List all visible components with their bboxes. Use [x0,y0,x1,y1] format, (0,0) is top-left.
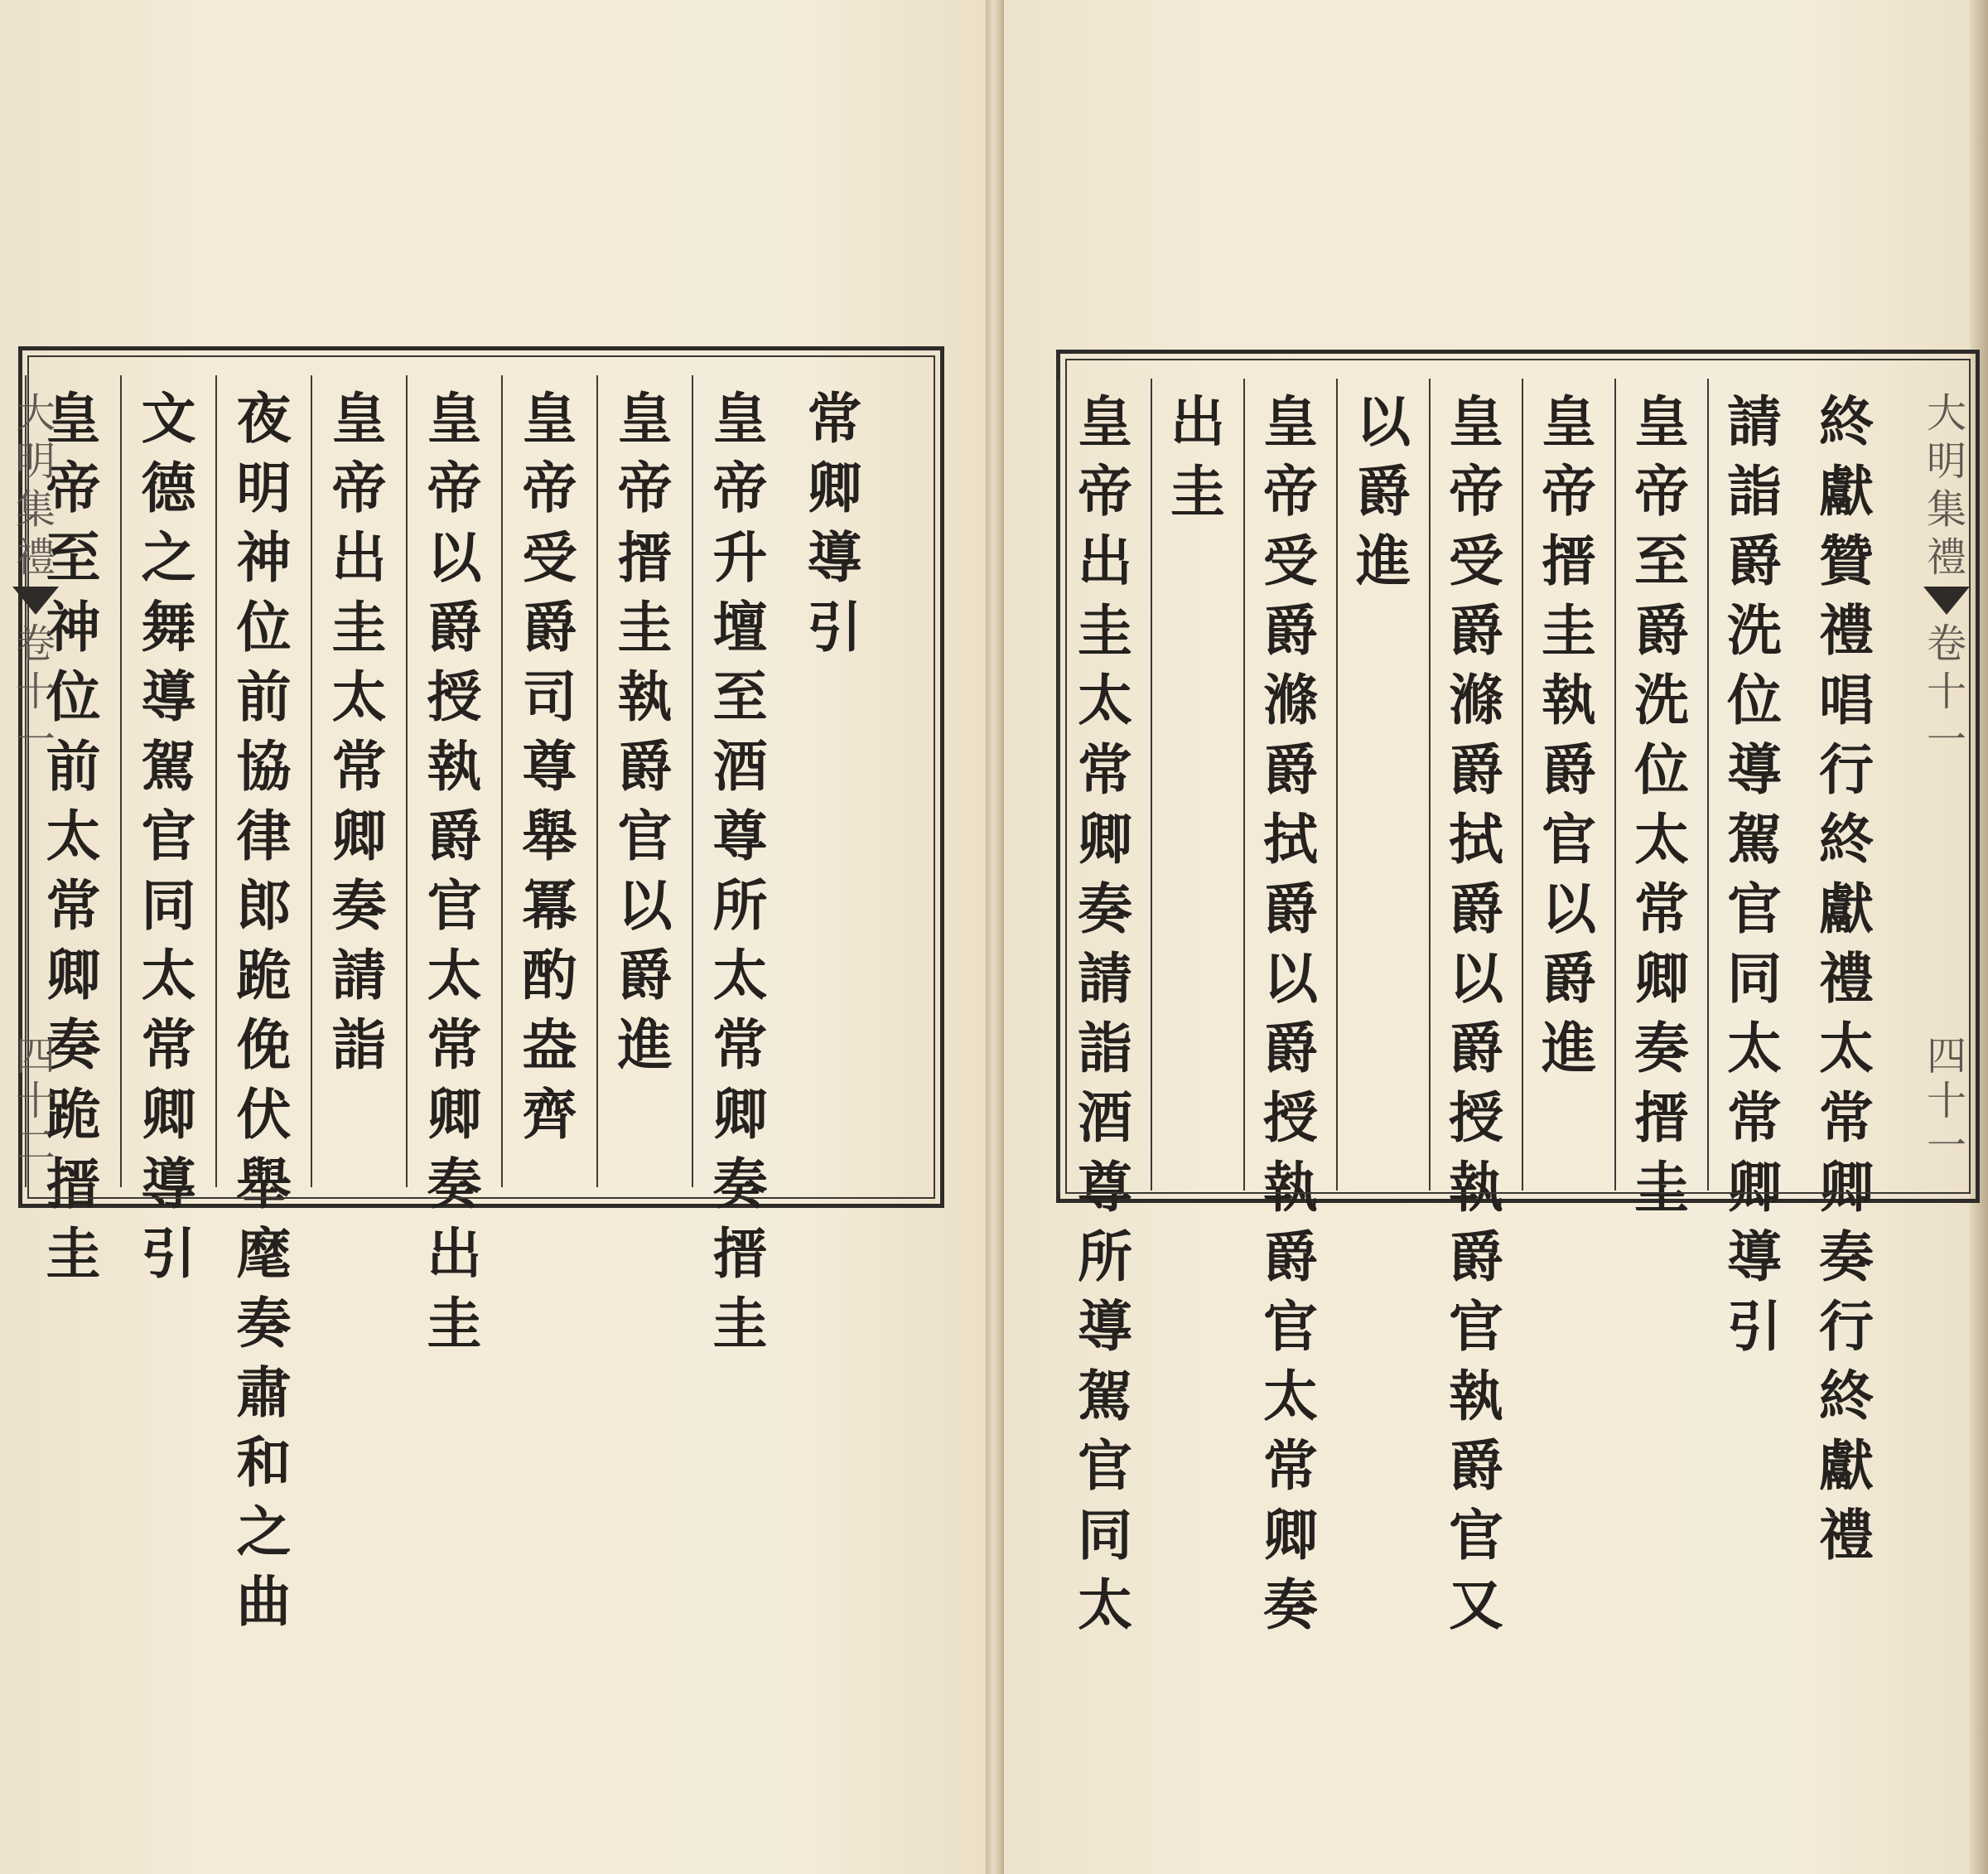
glyph: 帝 [1542,459,1596,524]
glyph: 太 [1263,1364,1318,1428]
glyph: 出 [427,1221,482,1286]
glyph: 出 [1078,529,1132,593]
glyph: 爵 [1542,737,1596,802]
glyph: 洗 [1634,668,1689,732]
glyph: 引 [807,595,862,659]
text-column [596,375,692,1187]
glyph: 之 [141,525,196,590]
glyph: 爵 [1263,1224,1318,1289]
glyph: 圭 [1078,598,1132,663]
glyph: 常 [141,1012,196,1077]
column-text [217,375,311,1636]
banxin-glyph: 明 [15,438,55,485]
right-banxin-page [1927,1034,1966,1168]
glyph: 位 [46,664,101,729]
column-text [1523,379,1614,1083]
glyph: 駕 [1727,807,1782,872]
glyph: 執 [1542,668,1596,732]
glyph: 尊 [522,734,577,799]
banxin-glyph: 一 [1926,1123,1966,1169]
left-banxin-juan [16,620,55,764]
text-column [501,375,596,1187]
glyph: 搢 [46,1152,101,1216]
text-column [1336,379,1429,1191]
glyph: 之 [236,1500,292,1564]
glyph: 奏 [712,1152,768,1216]
glyph: 拭 [1263,807,1318,872]
glyph: 奏 [236,1291,292,1355]
glyph: 禮 [1819,946,1874,1011]
glyph: 導 [807,525,862,590]
glyph: 同 [1078,1503,1132,1567]
left-banxin-title [16,389,55,582]
glyph: 帝 [1263,459,1318,524]
column-text [787,375,882,662]
glyph: 卿 [331,804,387,868]
banxin-glyph: 禮 [15,534,55,581]
text-column [1058,379,1151,1637]
glyph: 又 [1449,1572,1503,1637]
glyph: 贊 [1819,529,1874,593]
glyph: 太 [1819,1016,1874,1080]
text-column [406,375,501,1355]
glyph: 詣 [331,1012,387,1077]
glyph: 常 [807,386,862,451]
glyph: 升 [712,525,768,590]
glyph: 常 [427,1012,482,1077]
glyph: 前 [46,734,101,799]
glyph: 終 [1819,1364,1874,1428]
glyph: 太 [1078,668,1132,732]
glyph: 請 [1078,946,1132,1011]
glyph: 執 [1449,1364,1503,1428]
glyph: 盎 [522,1012,577,1077]
glyph: 爵 [1449,1433,1503,1498]
glyph: 圭 [331,595,387,659]
column-text [122,375,215,1288]
glyph: 舞 [141,595,196,659]
text-column [1614,379,1707,1220]
text-column [1522,379,1614,1191]
glyph: 爵 [1263,1016,1318,1080]
column-text [312,375,406,1079]
glyph: 爵 [1449,598,1503,663]
glyph: 詣 [1727,459,1782,524]
glyph: 圭 [1542,598,1596,663]
column-text [503,375,596,1149]
column-text [693,375,787,1358]
glyph: 爵 [617,734,673,799]
glyph: 圭 [617,595,673,659]
glyph: 酌 [522,943,577,1007]
glyph: 皇 [1634,389,1689,454]
glyph: 爵 [1449,737,1503,802]
fishtail-mark [1923,587,1970,615]
glyph: 位 [236,595,292,659]
glyph: 出 [331,525,387,590]
book-gutter [986,0,1004,1874]
glyph: 律 [236,804,292,868]
glyph: 跪 [46,1082,101,1147]
banxin-glyph: 明 [1926,438,1966,485]
glyph: 終 [1819,389,1874,454]
glyph: 帝 [1634,459,1689,524]
glyph: 以 [1449,946,1503,1011]
glyph: 常 [1727,1085,1782,1150]
column-text [1338,379,1429,596]
glyph: 俛 [236,1012,292,1077]
glyph: 同 [1727,946,1782,1011]
text-column [215,375,311,1634]
glyph: 爵 [1449,1016,1503,1080]
glyph: 卿 [46,943,101,1007]
glyph: 受 [1449,529,1503,593]
glyph: 官 [617,804,673,868]
glyph: 神 [236,525,292,590]
glyph: 常 [1078,737,1132,802]
glyph: 常 [712,1012,768,1077]
glyph: 爵 [427,595,482,659]
glyph: 行 [1819,737,1874,802]
glyph: 帝 [712,456,768,520]
glyph: 夜 [236,386,292,451]
text-column [1151,379,1243,1191]
glyph: 授 [1449,1085,1503,1150]
glyph: 奏 [427,1152,482,1216]
glyph: 酒 [712,734,768,799]
glyph: 太 [712,943,768,1007]
glyph: 奏 [1819,1224,1874,1289]
glyph: 皇 [522,386,577,451]
glyph: 爵 [522,595,577,659]
glyph: 明 [236,456,292,520]
glyph: 引 [141,1221,196,1286]
glyph: 請 [1727,389,1782,454]
glyph: 尊 [1078,1155,1132,1220]
glyph: 駕 [1078,1364,1132,1428]
glyph: 官 [1449,1503,1503,1567]
glyph: 以 [617,873,673,938]
glyph: 常 [331,734,387,799]
left-banxin-page [16,1034,55,1168]
glyph: 常 [1634,877,1689,941]
glyph: 以 [1263,946,1318,1011]
glyph: 皇 [427,386,482,451]
column-text [1059,379,1151,1640]
glyph: 引 [1727,1294,1782,1359]
right-banxin-title [1927,389,1966,582]
glyph: 太 [46,804,101,868]
glyph: 帝 [1078,459,1132,524]
glyph: 進 [617,1012,673,1077]
glyph: 酒 [1078,1085,1132,1150]
banxin-glyph: 大 [15,390,55,437]
glyph: 皇 [46,386,101,451]
glyph: 郎 [236,873,292,938]
glyph: 舉 [522,804,577,868]
glyph: 爵 [1263,598,1318,663]
banxin-glyph: 二 [15,1123,55,1169]
glyph: 爵 [1356,459,1411,524]
glyph: 皇 [617,386,673,451]
glyph: 禮 [1819,598,1874,663]
banxin-glyph: 集 [15,486,55,533]
left-text-frame [15,346,944,1634]
glyph: 所 [712,873,768,938]
glyph: 卿 [427,1082,482,1147]
glyph: 奏 [46,1012,101,1077]
glyph: 詣 [1078,1016,1132,1080]
glyph: 帝 [522,456,577,520]
glyph: 爵 [617,943,673,1007]
glyph: 拭 [1449,807,1503,872]
column-text [1431,379,1522,1640]
glyph: 圭 [1170,459,1225,524]
glyph: 皇 [1078,389,1132,454]
glyph: 圭 [1634,1155,1689,1220]
glyph: 協 [236,734,292,799]
glyph: 禮 [1819,1503,1874,1567]
glyph: 官 [427,873,482,938]
glyph: 所 [1078,1224,1132,1289]
glyph: 搢 [1634,1085,1689,1150]
column-text [408,375,501,1358]
banxin-glyph: 禮 [1926,534,1966,581]
glyph: 導 [1727,737,1782,802]
banxin-glyph: 一 [15,717,55,763]
glyph: 官 [141,804,196,868]
glyph: 洗 [1727,598,1782,663]
right-banxin-strip [1913,365,1980,1193]
glyph: 搢 [712,1221,768,1286]
glyph: 太 [427,943,482,1007]
glyph: 太 [1634,807,1689,872]
glyph: 進 [1356,529,1411,593]
text-column [1243,379,1336,1637]
glyph: 常 [1263,1433,1318,1498]
column-text [1800,379,1893,1570]
banxin-glyph: 十 [1926,669,1966,715]
glyph: 執 [1449,1155,1503,1220]
glyph: 執 [427,734,482,799]
glyph: 前 [236,664,292,729]
glyph: 官 [1263,1294,1318,1359]
banxin-glyph: 十 [1926,1078,1966,1124]
glyph: 肅 [236,1360,292,1425]
text-column [1707,379,1800,1359]
glyph: 帝 [617,456,673,520]
glyph: 爵 [1263,737,1318,802]
glyph: 神 [46,595,101,659]
glyph: 皇 [1542,389,1596,454]
glyph: 獻 [1819,1433,1874,1498]
glyph: 導 [1078,1294,1132,1359]
glyph: 請 [331,943,387,1007]
glyph: 爵 [1634,598,1689,663]
glyph: 授 [1263,1085,1318,1150]
glyph: 壇 [712,595,768,659]
glyph: 常 [1819,1085,1874,1150]
glyph: 滌 [1449,668,1503,732]
glyph: 進 [1542,1016,1596,1080]
glyph: 至 [1634,529,1689,593]
glyph: 帝 [427,456,482,520]
glyph: 卿 [1727,1155,1782,1220]
glyph: 出 [1170,389,1225,454]
glyph: 官 [1727,877,1782,941]
glyph: 受 [1263,529,1318,593]
glyph: 導 [1727,1224,1782,1289]
glyph: 皇 [331,386,387,451]
column-text [1709,379,1800,1361]
glyph: 位 [1634,737,1689,802]
glyph: 曲 [236,1569,292,1634]
glyph: 搢 [617,525,673,590]
glyph: 卿 [141,1082,196,1147]
text-column [1429,379,1522,1637]
glyph: 唱 [1819,668,1874,732]
glyph: 爵 [1727,529,1782,593]
glyph: 行 [1819,1294,1874,1359]
banxin-glyph: 四 [15,1033,55,1079]
glyph: 搢 [1542,529,1596,593]
glyph: 帝 [331,456,387,520]
glyph: 帝 [46,456,101,520]
glyph: 爵 [1449,877,1503,941]
glyph: 爵 [427,804,482,868]
glyph: 常 [46,873,101,938]
text-column [692,375,787,1355]
glyph: 帝 [1449,459,1503,524]
text-column [1800,379,1893,1567]
glyph: 奏 [1078,877,1132,941]
glyph: 皇 [1263,389,1318,454]
glyph: 皇 [1449,389,1503,454]
glyph: 駕 [141,734,196,799]
banxin-glyph: 卷 [1926,621,1966,667]
glyph: 以 [1542,877,1596,941]
glyph: 至 [712,664,768,729]
glyph: 以 [427,525,482,590]
banxin-glyph: 十 [15,1078,55,1124]
glyph: 爵 [1263,877,1318,941]
column-text [1152,379,1243,526]
text-column [311,375,406,1187]
glyph: 冪 [522,873,577,938]
glyph: 爵 [1542,946,1596,1011]
glyph: 終 [1819,807,1874,872]
glyph: 齊 [522,1082,577,1147]
banxin-glyph: 卷 [15,621,55,667]
banxin-glyph: 十 [15,669,55,715]
glyph: 太 [1727,1016,1782,1080]
glyph: 太 [331,664,387,729]
glyph: 圭 [712,1291,768,1355]
glyph: 卿 [1263,1503,1318,1567]
glyph: 同 [141,873,196,938]
glyph: 官 [1449,1294,1503,1359]
glyph: 奏 [1263,1572,1318,1637]
glyph: 授 [427,664,482,729]
glyph: 舉 [236,1152,292,1216]
glyph: 文 [141,386,196,451]
glyph: 卿 [1078,807,1132,872]
column-text [598,375,692,1079]
glyph: 尊 [712,804,768,868]
left-banxin-strip [15,365,56,1193]
column-text [1616,379,1707,1222]
glyph: 爵 [1449,1224,1503,1289]
glyph: 太 [141,943,196,1007]
glyph: 卿 [807,456,862,520]
text-column [120,375,215,1286]
glyph: 導 [141,664,196,729]
glyph: 奏 [1634,1016,1689,1080]
glyph: 德 [141,456,196,520]
column-text [1245,379,1336,1640]
glyph: 奏 [331,873,387,938]
banxin-glyph: 四 [1926,1033,1966,1079]
glyph: 獻 [1819,459,1874,524]
right-banxin-juan [1927,620,1966,764]
glyph: 官 [1542,807,1596,872]
glyph: 司 [522,664,577,729]
fishtail-mark [12,587,59,615]
glyph: 獻 [1819,877,1874,941]
glyph: 執 [617,664,673,729]
glyph: 太 [1078,1572,1132,1637]
banxin-glyph: 集 [1926,486,1966,533]
glyph: 至 [46,525,101,590]
banxin-glyph: 大 [1926,390,1966,437]
glyph: 跪 [236,943,292,1007]
glyph: 以 [1356,389,1411,454]
glyph: 伏 [236,1082,292,1147]
glyph: 滌 [1263,668,1318,732]
glyph: 圭 [46,1221,101,1286]
glyph: 卿 [1634,946,1689,1011]
glyph: 導 [141,1152,196,1216]
glyph: 皇 [712,386,768,451]
glyph: 和 [236,1430,292,1495]
glyph: 位 [1727,668,1782,732]
glyph: 卿 [712,1082,768,1147]
text-column [787,375,882,1187]
glyph: 卿 [1819,1155,1874,1220]
glyph: 受 [522,525,577,590]
glyph: 執 [1263,1155,1318,1220]
glyph: 圭 [427,1291,482,1355]
glyph: 麾 [236,1221,292,1286]
glyph: 官 [1078,1433,1132,1498]
right-text-frame [1056,350,1980,1637]
banxin-glyph: 一 [1926,717,1966,763]
